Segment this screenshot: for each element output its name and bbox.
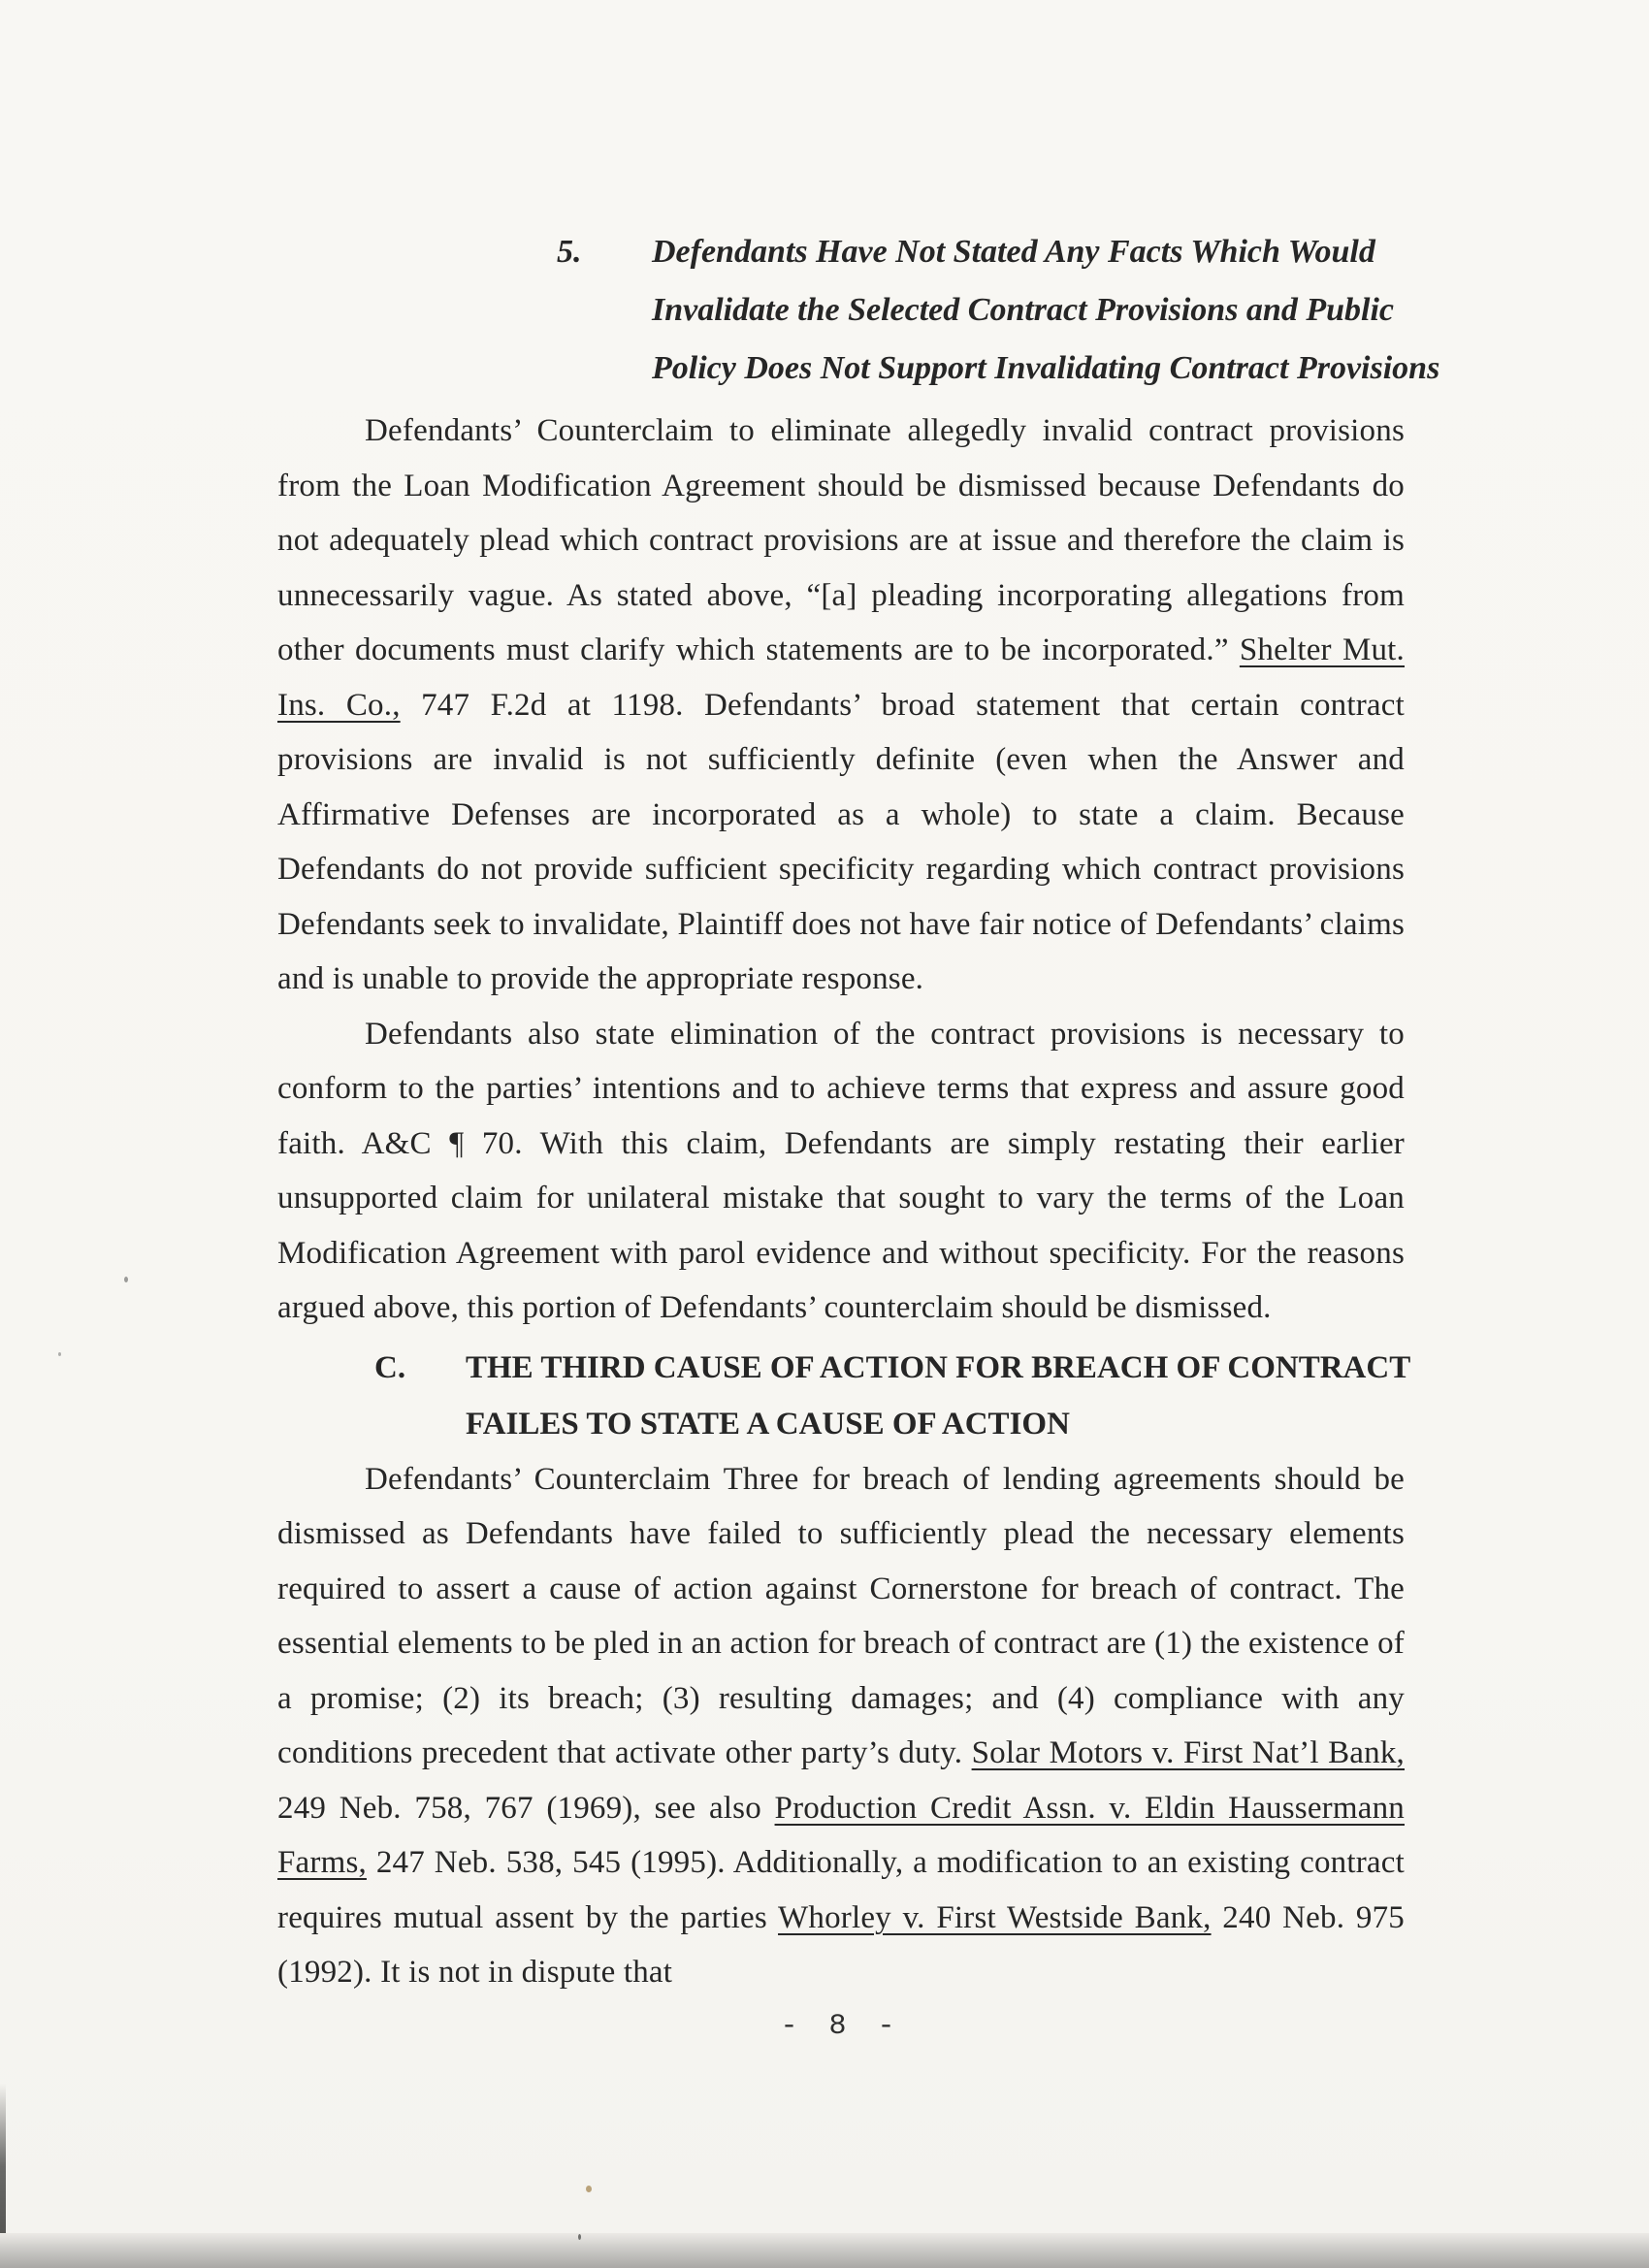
section-heading-c bbox=[277, 1340, 1411, 1452]
scan-speck bbox=[124, 1277, 128, 1282]
page-number: - 8 - bbox=[780, 2009, 902, 2043]
case-citation: Production Credit Assn. v. Eldin Haussermann Farms, bbox=[277, 1790, 1405, 1880]
body-text: 240 Neb. 975 (1992). It is not in dispute that bbox=[277, 1899, 1405, 1990]
subsection-heading-5 bbox=[277, 223, 1440, 398]
scan-speck bbox=[586, 2186, 592, 2192]
section-heading-lines bbox=[466, 1340, 1411, 1452]
section-heading-line: THE THIRD CAUSE OF ACTION FOR BREACH OF CONTRACT bbox=[466, 1349, 1411, 1385]
paragraph-vagueness-argument bbox=[277, 404, 1405, 1007]
document-body bbox=[277, 0, 1440, 2043]
subsection-heading-line: Invalidate the Selected Contract Provisions and Public bbox=[652, 292, 1394, 328]
body-text: 747 F.2d at 1198. Defendants’ broad statement that certain contract provisions are invalid is not sufficiently definite (even when the Answer and Affirmative Defenses are incorporated as a whole) to state a claim. Because Defendants do not provide sufficient specificity regarding which contract provisions Defendants seek to invalidate, Plaintiff does not have fair notice of Defendants’ claims and is unable to provide the appropriate response. bbox=[277, 687, 1405, 996]
section-letter: C. bbox=[374, 1349, 406, 1385]
subsection-heading-line: Defendants Have Not Stated Any Facts Which Would bbox=[652, 234, 1375, 270]
case-citation: Solar Motors v. First Nat’l Bank, bbox=[971, 1735, 1405, 1770]
subsection-heading-line: Policy Does Not Support Invalidating Contract Provisions bbox=[652, 350, 1440, 386]
scan-speck bbox=[58, 1352, 61, 1356]
scanner-bed-edge bbox=[0, 2233, 1649, 2268]
case-citation: Whorley v. First Westside Bank, bbox=[778, 1899, 1212, 1935]
body-text: 249 Neb. 758, 767 (1969), see also bbox=[277, 1790, 775, 1826]
scan-speck bbox=[578, 2234, 581, 2240]
body-text: Defendants also state elimination of the contract provisions is necessary to conform to the parties’ intentions and to achieve terms that express and assure good faith. A&C ¶ 70. With this claim, Defendants are simply restating their earlier unsupported claim for unilateral mistake that sought to vary the terms of the Loan Modification Agreement with parol evidence and without specificity. For the reasons argued above, this portion of Defendants’ counterclaim should be dismissed. bbox=[277, 1016, 1405, 1325]
paragraph-unilateral-mistake-argument bbox=[277, 1007, 1405, 1336]
body-text: 247 Neb. 538, 545 (1995). Additionally, a modification to an existing contract requires mutual assent by the parties bbox=[277, 1845, 1405, 1935]
paragraph-breach-of-contract-elements bbox=[277, 1452, 1405, 2000]
section-heading-line: FAILES TO STATE A CAUSE OF ACTION bbox=[466, 1406, 1070, 1442]
case-citation: Shelter Mut. Ins. Co., bbox=[277, 632, 1405, 723]
body-text: Defendants’ Counterclaim Three for breach of lending agreements should be dismissed as Defendants have failed to sufficiently plead the necessary elements required to assert a cause of action against Cornerstone for breach of contract. The essential elements to be pled in an action for breach of contract are (1) the existence of a promise; (2) its breach; (3) resulting damages; and (4) compliance with any conditions precedent that activate other party’s duty. bbox=[277, 1461, 1405, 1770]
subsection-heading-lines bbox=[652, 223, 1440, 398]
body-text: Defendants’ Counterclaim to eliminate allegedly invalid contract provisions from the Loan Modification Agreement should be dismissed because Defendants do not adequately plead which contract provisions are at issue and therefore the claim is unnecessarily vague. As stated above, “[a] pleading incorporating allegations from other documents must clarify which statements are to be incorporated.” bbox=[277, 413, 1405, 667]
subsection-number: 5. bbox=[557, 234, 582, 270]
